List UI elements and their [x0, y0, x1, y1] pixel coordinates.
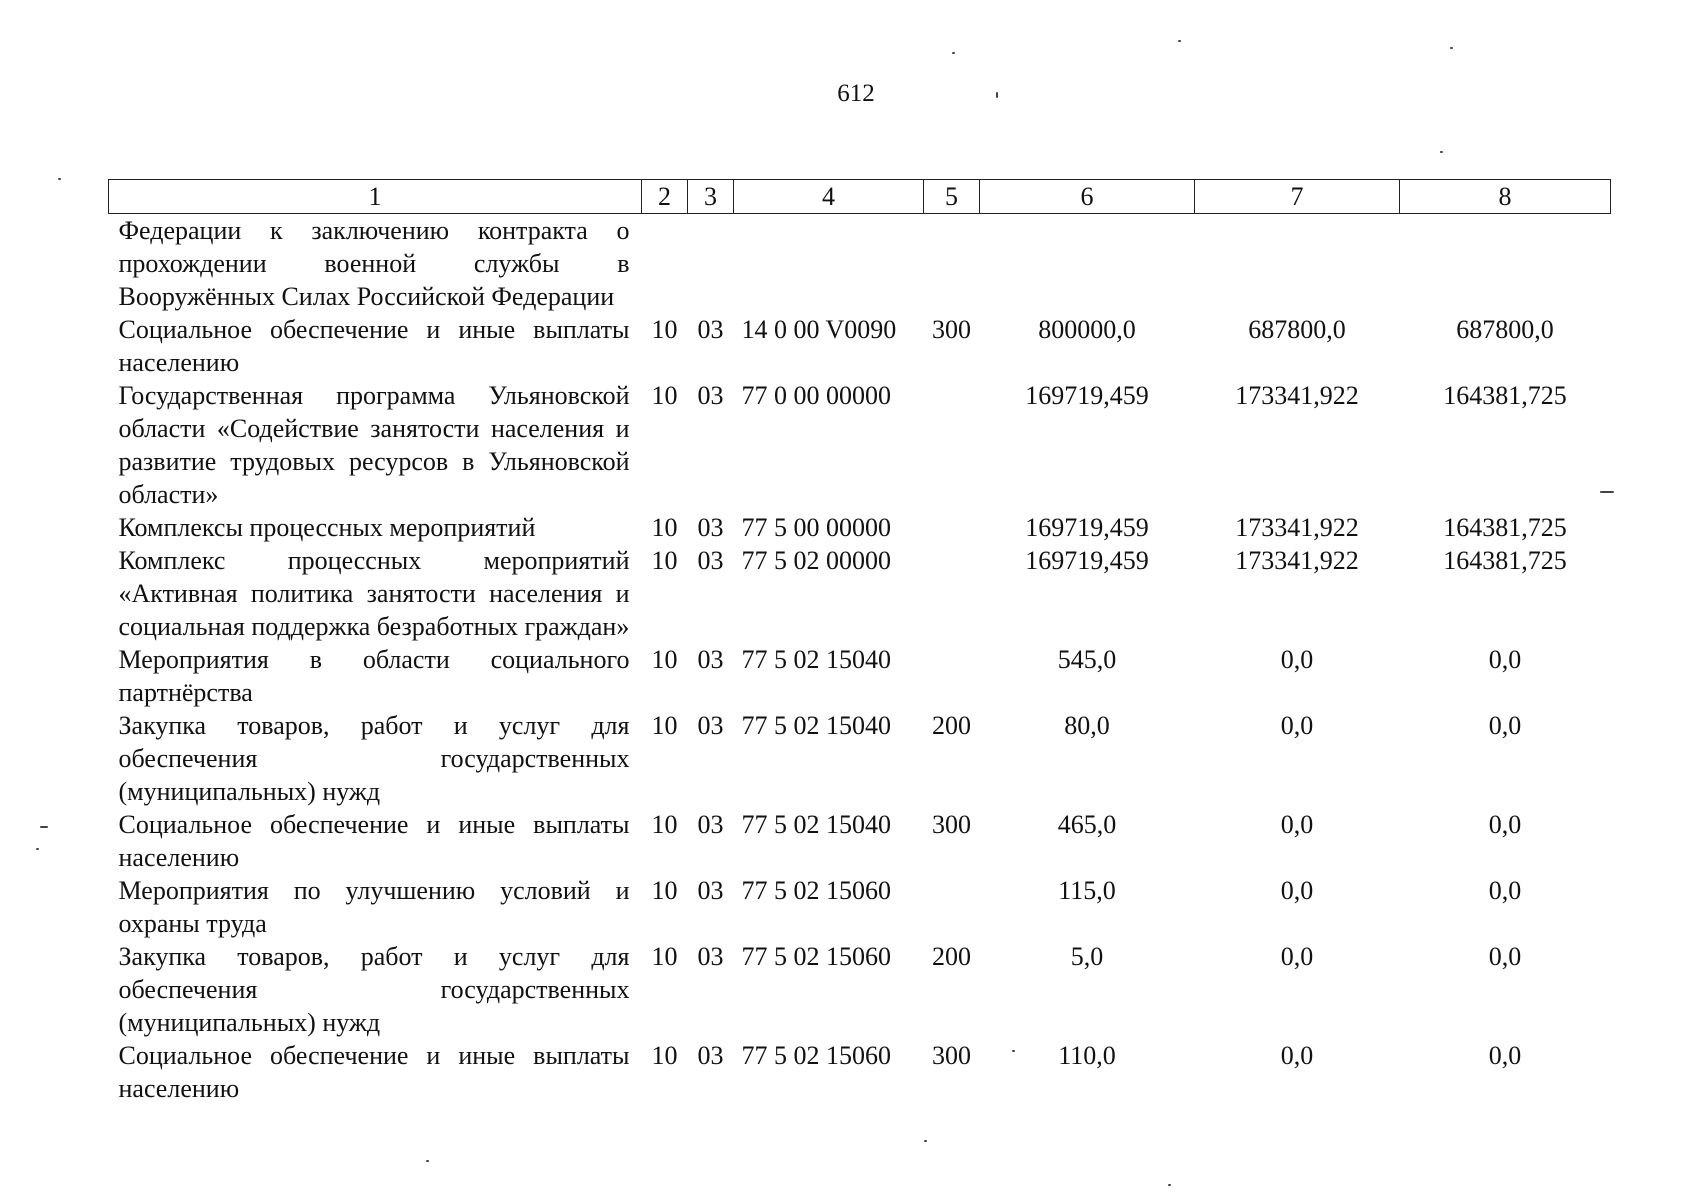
table-header: [109, 180, 1611, 214]
table-row: [109, 1039, 1611, 1105]
table-row: [109, 313, 1611, 379]
row-expense-type: 200: [932, 711, 971, 740]
row-section: 10: [651, 810, 678, 839]
row-amount-col7: 0,0: [1280, 810, 1314, 839]
row-target-article: 77 0 00 00000: [741, 381, 891, 410]
row-name: Социальное обеспечение и иные выплаты населению: [118, 1041, 630, 1103]
row-amount-col7: 0,0: [1280, 645, 1314, 674]
row-subsection: [688, 214, 734, 314]
row-section: 10: [651, 1041, 678, 1070]
header-col-6: 6: [980, 180, 1195, 214]
row-subsection: 03: [697, 1041, 724, 1070]
table-row: [109, 379, 1611, 511]
table-row: [109, 940, 1611, 1039]
row-target-article: 77 5 02 15040: [741, 711, 891, 740]
row-amount-col6: 169719,459: [1025, 381, 1149, 410]
scan-speck: [952, 52, 955, 54]
row-target-article: 77 5 02 15060: [741, 942, 891, 971]
header-col-8: 8: [1400, 180, 1611, 214]
header-col-3: 3: [688, 180, 734, 214]
header-col-2: 2: [642, 180, 688, 214]
row-subsection: 03: [697, 381, 724, 410]
budget-table-container: [108, 179, 1610, 1105]
page-number: 612: [837, 80, 875, 107]
row-amount-col6: 545,0: [1057, 645, 1117, 674]
row-expense-type: [924, 379, 980, 511]
row-amount-col6: 169719,459: [1025, 546, 1149, 575]
scan-speck: [1440, 151, 1443, 153]
scan-speck: [1178, 40, 1181, 42]
table-body: [109, 214, 1611, 1106]
row-amount-col7: 0,0: [1280, 876, 1314, 905]
row-amount-col6: 80,0: [1064, 711, 1110, 740]
row-section: 10: [651, 876, 678, 905]
row-amount-col8: 164381,725: [1443, 546, 1567, 575]
row-amount-col6: 169719,459: [1025, 513, 1149, 542]
header-col-7: 7: [1195, 180, 1400, 214]
row-expense-type: [924, 511, 980, 544]
row-target-article: 77 5 02 15060: [741, 1041, 891, 1070]
row-amount-col7: 687800,0: [1248, 315, 1346, 344]
row-amount-col6: 110,0: [1058, 1041, 1116, 1070]
row-subsection: 03: [697, 942, 724, 971]
row-amount-col6: 5,0: [1070, 942, 1104, 971]
row-subsection: 03: [697, 513, 724, 542]
row-subsection: 03: [697, 876, 724, 905]
row-target-article: 77 5 02 00000: [741, 546, 891, 575]
row-amount-col7: 0,0: [1280, 711, 1314, 740]
row-section: 10: [651, 381, 678, 410]
row-amount-col8: 164381,725: [1443, 381, 1567, 410]
row-expense-type: 300: [932, 1041, 971, 1070]
row-amount-col8: 0,0: [1488, 810, 1522, 839]
row-amount-col8: [1400, 214, 1611, 314]
row-amount-col8: 164381,725: [1443, 513, 1567, 542]
table-row: [109, 874, 1611, 940]
row-expense-type: [924, 544, 980, 643]
row-expense-type: 200: [932, 942, 971, 971]
row-target-article: 14 0 00 V0090: [741, 315, 897, 344]
row-expense-type: 300: [932, 315, 971, 344]
table-row: [109, 808, 1611, 874]
row-amount-col6: 115,0: [1058, 876, 1116, 905]
row-amount-col8: 687800,0: [1456, 315, 1554, 344]
row-amount-col8: 0,0: [1488, 645, 1522, 674]
row-amount-col6: [980, 214, 1195, 314]
row-amount-col6: 800000,0: [1038, 315, 1136, 344]
scan-speck: [1012, 1050, 1015, 1052]
row-section: [642, 214, 688, 314]
scan-speck: [426, 1160, 429, 1162]
row-amount-col6: 465,0: [1057, 810, 1117, 839]
row-amount-col8: 0,0: [1488, 942, 1522, 971]
scan-speck: [1450, 47, 1453, 49]
row-name: Закупка товаров, работ и услуг для обеспечения государственных (муниципальных) нужд: [118, 942, 630, 1037]
header-col-1: 1: [109, 180, 642, 214]
row-section: 10: [651, 315, 678, 344]
row-target-article: 77 5 02 15040: [741, 810, 891, 839]
row-amount-col7: 173341,922: [1235, 513, 1359, 542]
scan-speck: [996, 92, 998, 98]
row-subsection: 03: [697, 810, 724, 839]
row-name: Социальное обеспечение и иные выплаты населению: [118, 810, 630, 872]
row-expense-type: 300: [932, 810, 971, 839]
row-name: Комплексы процессных мероприятий: [118, 513, 536, 542]
row-amount-col8: 0,0: [1488, 711, 1522, 740]
row-amount-col7: 0,0: [1280, 942, 1314, 971]
row-section: 10: [651, 513, 678, 542]
scan-speck: [36, 848, 39, 850]
table-row: [109, 511, 1611, 544]
row-expense-type: [924, 643, 980, 709]
row-subsection: 03: [697, 711, 724, 740]
row-section: 10: [651, 645, 678, 674]
scan-speck: [1600, 491, 1614, 493]
row-amount-col7: 0,0: [1280, 1041, 1314, 1070]
scan-speck: [40, 826, 48, 828]
row-amount-col8: 0,0: [1488, 876, 1522, 905]
row-target-article: 77 5 02 15060: [741, 876, 891, 905]
scan-speck: [1168, 1184, 1171, 1186]
row-target-article: [734, 214, 924, 314]
row-subsection: 03: [697, 645, 724, 674]
table-row: [109, 709, 1611, 808]
header-col-5: 5: [924, 180, 980, 214]
header-col-4: 4: [734, 180, 924, 214]
row-amount-col7: [1195, 214, 1400, 314]
row-target-article: 77 5 00 00000: [741, 513, 891, 542]
row-section: 10: [651, 711, 678, 740]
row-target-article: 77 5 02 15040: [741, 645, 891, 674]
row-name: Закупка товаров, работ и услуг для обеспечения государственных (муниципальных) нужд: [118, 711, 630, 806]
row-expense-type: [924, 214, 980, 314]
row-section: 10: [651, 942, 678, 971]
table-row: [109, 214, 1611, 314]
row-name: Социальное обеспечение и иные выплаты населению: [118, 315, 630, 377]
header-row: [109, 180, 1611, 214]
row-amount-col8: 0,0: [1488, 1041, 1522, 1070]
row-name: Мероприятия по улучшению условий и охраны труда: [118, 876, 630, 938]
row-expense-type: [924, 874, 980, 940]
row-name: Мероприятия в области социального партнёрства: [118, 645, 630, 707]
row-name: Государственная программа Ульяновской области «Содействие занятости населения и развитие трудовых ресурсов в Ульяновской области»: [118, 381, 630, 509]
table-row: [109, 544, 1611, 643]
row-subsection: 03: [697, 546, 724, 575]
table-row: [109, 643, 1611, 709]
row-name: Комплекс процессных мероприятий «Активная политика занятости населения и социальная поддержка безработных граждан»: [118, 546, 630, 641]
scan-speck: [924, 1140, 927, 1142]
row-amount-col7: 173341,922: [1235, 381, 1359, 410]
scan-speck: [58, 178, 61, 180]
row-amount-col7: 173341,922: [1235, 546, 1359, 575]
row-subsection: 03: [697, 315, 724, 344]
row-name: Федерации к заключению контракта о прохождении военной службы в Вооружённых Силах Российской Федерации: [118, 216, 630, 311]
row-section: 10: [651, 546, 678, 575]
budget-table: [108, 179, 1611, 1105]
